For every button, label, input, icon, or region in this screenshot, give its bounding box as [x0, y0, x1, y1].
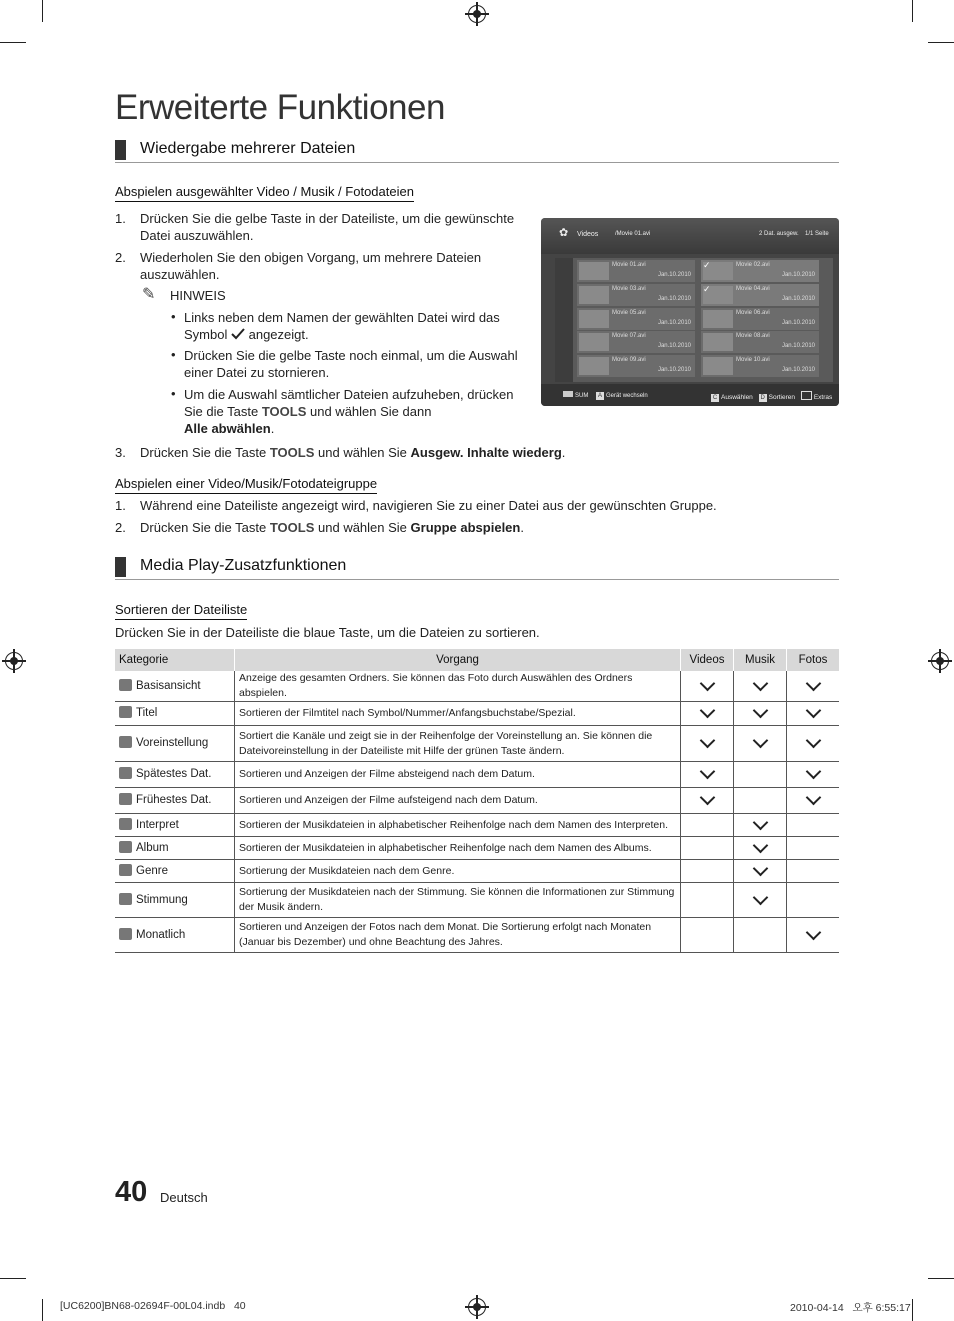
- step-number: 2.: [115, 520, 126, 535]
- step-text-part: und wählen Sie: [318, 520, 407, 535]
- category-cell: [115, 762, 235, 788]
- step-text: Drücken Sie die gelbe Taste in der Dateiliste, um die gewünschte Datei auszuwählen.: [140, 211, 515, 243]
- tv-file-item: [701, 331, 819, 353]
- tv-file-name: Movie 03.avi: [612, 286, 646, 292]
- key-d-badge: D: [760, 395, 765, 401]
- category-label: Voreinstellung: [136, 737, 209, 749]
- operation-cell: Sortieren der Musikdateien in alphabetischer Reihenfolge nach dem Namen des Albums.: [235, 837, 681, 860]
- checkmark-chevron-icon: [699, 790, 715, 806]
- operation-cell: Sortieren und Anzeigen der Filme aufsteigend nach dem Datum.: [235, 788, 681, 814]
- step-text-part: Drücken Sie die Taste: [140, 520, 267, 535]
- tv-file-item: [701, 308, 819, 330]
- punctuation: .: [561, 445, 566, 460]
- video-thumbnail-icon: [703, 333, 733, 351]
- checkmark-chevron-icon: [752, 814, 768, 830]
- tv-header-page: 1/1 Seite: [805, 231, 829, 237]
- punctuation: .: [520, 520, 524, 535]
- column-header-kategorie: Kategorie: [115, 649, 235, 671]
- column-header-vorgang: Vorgang: [235, 649, 681, 671]
- sort-table: [115, 649, 839, 953]
- crop-mark: [0, 42, 26, 43]
- page-title: Erweiterte Funktionen: [115, 88, 445, 127]
- category-label: Frühestes Dat.: [136, 794, 212, 806]
- subsection-title: Abspielen einer Video/Musik/Fotodateigruppe: [115, 476, 377, 494]
- step-number: 2.: [115, 250, 126, 265]
- category-label: Genre: [136, 864, 168, 877]
- page-language: Deutsch: [160, 1190, 208, 1205]
- sort-table-body: [115, 671, 839, 953]
- step-text: Während eine Dateiliste angezeigt wird, navigieren Sie zu einer Datei aus der gewünschten Gruppe.: [140, 498, 717, 513]
- column-header-musik: Musik: [734, 649, 787, 671]
- registration-mark-icon: [931, 652, 949, 670]
- category-label: Titel: [136, 707, 158, 719]
- tv-file-name: Movie 06.avi: [736, 310, 770, 316]
- fotos-support-cell: [787, 860, 840, 883]
- tv-file-date: Jan.10.2010: [781, 343, 815, 349]
- tv-footer-sort: Sortieren: [768, 394, 795, 401]
- operation-cell: Sortiert die Kanäle und zeigt sie in der Reihenfolge der Voreinstellung an. Sie können die Dateivoreinstellung in der Dateiliste mit Hilfe der grünen Taste ändern.: [235, 726, 681, 762]
- videos-support-cell: [681, 814, 734, 837]
- table-row: [115, 860, 839, 883]
- step-text: Wiederholen Sie den obigen Vorgang, um mehrere Dateien auszuwählen.: [140, 250, 482, 282]
- tv-file-name: Movie 10.avi: [736, 357, 770, 363]
- subsection-title: Sortieren der Dateiliste: [115, 602, 247, 620]
- musik-support-cell: [734, 762, 787, 788]
- musik-support-cell: [734, 788, 787, 814]
- tv-footer: [541, 384, 839, 406]
- tv-file-name: Movie 07.avi: [612, 333, 646, 339]
- video-thumbnail-icon: [579, 286, 609, 304]
- page-number: 40: [115, 1176, 148, 1208]
- tv-file-name: Movie 09.avi: [612, 357, 646, 363]
- bullet-item: Drücken Sie die gelbe Taste noch einmal, um die Auswahl einer Datei zu stornieren.: [184, 348, 518, 380]
- category-cell: [115, 671, 235, 702]
- videos-support-cell: [681, 860, 734, 883]
- column-header-videos: Videos: [681, 649, 734, 671]
- table-row: [115, 788, 839, 814]
- video-thumbnail-icon: [579, 262, 609, 280]
- category-cell: [115, 788, 235, 814]
- tv-footer-select: Auswählen: [721, 394, 753, 401]
- category-icon: [119, 679, 132, 691]
- category-label: Basisansicht: [136, 679, 201, 692]
- section-heading-wiedergabe: [115, 138, 839, 163]
- tv-file-item: [701, 284, 819, 306]
- musik-support-cell: [734, 860, 787, 883]
- table-row: [115, 918, 839, 953]
- tv-file-item: [577, 308, 695, 330]
- category-icon: [119, 893, 132, 905]
- operation-cell: Sortieren der Filmtitel nach Symbol/Nummer/Anfangsbuchstabe/Spezial.: [235, 702, 681, 726]
- crop-mark: [928, 42, 954, 43]
- video-thumbnail-icon: [579, 333, 609, 351]
- checkmark-chevron-icon: [805, 790, 821, 806]
- videos-support-cell: [681, 918, 734, 953]
- crop-mark: [0, 1278, 26, 1279]
- sum-icon: [563, 391, 573, 397]
- table-row: [115, 883, 839, 918]
- category-icon: [119, 736, 132, 748]
- fotos-support-cell: [787, 762, 840, 788]
- videos-support-cell: [681, 788, 734, 814]
- checkmark-chevron-icon: [752, 860, 768, 876]
- crop-mark: [42, 1299, 43, 1321]
- tv-file-date: Jan.10.2010: [657, 320, 691, 326]
- tv-footer-left: [563, 391, 648, 400]
- tv-footer-device: Gerät wechseln: [606, 393, 648, 399]
- checkmark-chevron-icon: [752, 733, 768, 749]
- menu-option-label: Ausgew. Inhalte wiederg: [410, 445, 562, 460]
- fotos-support-cell: [787, 883, 840, 918]
- section-title: Wiedergabe mehrerer Dateien: [140, 140, 356, 157]
- table-row: [115, 726, 839, 762]
- category-icon: [119, 841, 132, 853]
- tv-file-item: [577, 284, 695, 306]
- step-text: [140, 519, 840, 536]
- tv-footer-sum: SUM: [575, 393, 589, 399]
- checkmark-chevron-icon: [805, 764, 821, 780]
- crop-mark: [912, 1299, 913, 1321]
- checkmark-chevron-icon: [752, 889, 768, 905]
- tv-file-item: [701, 355, 819, 377]
- table-row: [115, 762, 839, 788]
- checkmark-chevron-icon: [752, 703, 768, 719]
- category-label: Monatlich: [136, 928, 186, 941]
- step-text-part: Drücken Sie die Taste: [140, 445, 267, 460]
- tools-key-label: TOOLS: [261, 404, 307, 419]
- category-icon: [119, 864, 132, 876]
- musik-support-cell: [734, 918, 787, 953]
- section-bar: [115, 557, 126, 577]
- video-thumbnail-icon: [579, 310, 609, 328]
- key-c-badge: C: [712, 395, 718, 401]
- videos-support-cell: [681, 883, 734, 918]
- tv-file-name: Movie 02.avi: [736, 262, 770, 268]
- category-cell: [115, 702, 235, 726]
- videos-support-cell: [681, 702, 734, 726]
- category-cell: [115, 860, 235, 883]
- tv-file-date: Jan.10.2010: [657, 272, 691, 278]
- column-header-fotos: Fotos: [787, 649, 840, 671]
- musik-support-cell: [734, 702, 787, 726]
- tv-file-date: Jan.10.2010: [781, 272, 815, 278]
- checkmark-chevron-icon: [805, 733, 821, 749]
- menu-option-label: Gruppe abspielen: [410, 520, 521, 535]
- musik-support-cell: [734, 814, 787, 837]
- table-row: [115, 702, 839, 726]
- tv-sort-sidebar: [555, 258, 573, 382]
- fotos-support-cell: [787, 788, 840, 814]
- step-text: [140, 444, 740, 461]
- tv-screen-illustration: [541, 218, 839, 406]
- tools-icon: [801, 391, 812, 400]
- note-label: HINWEIS: [170, 288, 226, 303]
- tv-footer-extras: Extras: [813, 394, 833, 401]
- bullet-item: [184, 386, 529, 437]
- tv-file-date: Jan.10.2010: [657, 343, 691, 349]
- footer-timestamp: 2010-04-14 오후 6:55:17: [790, 1302, 911, 1314]
- fotos-support-cell: [787, 726, 840, 762]
- tools-key-label: TOOLS: [269, 520, 315, 535]
- checkmark-chevron-icon: [699, 703, 715, 719]
- checkmark-chevron-icon: [805, 703, 821, 719]
- checkmark-chevron-icon: [699, 675, 715, 691]
- punctuation: .: [270, 421, 275, 436]
- tv-file-name: Movie 05.avi: [612, 310, 646, 316]
- operation-cell: Sortieren und Anzeigen der Filme absteigend nach dem Datum.: [235, 762, 681, 788]
- bullet-marker: •: [171, 347, 176, 362]
- tv-header-path: /Movie 01.avi: [615, 231, 651, 237]
- tools-key-label: TOOLS: [269, 445, 315, 460]
- category-icon: [119, 706, 132, 718]
- tv-file-date: Jan.10.2010: [781, 367, 815, 373]
- video-thumbnail-icon: [579, 357, 609, 375]
- videos-support-cell: [681, 671, 734, 702]
- category-cell: [115, 837, 235, 860]
- step-number: 3.: [115, 445, 126, 460]
- tv-footer-right: [711, 391, 832, 402]
- videos-support-cell: [681, 837, 734, 860]
- tv-file-name: Movie 01.avi: [612, 262, 646, 268]
- section-title: Media Play-Zusatzfunktionen: [140, 557, 347, 574]
- step-number: 1.: [115, 211, 126, 226]
- fotos-support-cell: [787, 837, 840, 860]
- category-label: Album: [136, 841, 169, 854]
- operation-cell: Sortieren und Anzeigen der Fotos nach dem Monat. Die Sortierung erfolgt nach Monaten (Januar bis Dezember) und ohne Beachtung des Jahres.: [235, 918, 681, 953]
- category-cell: [115, 918, 235, 953]
- checkmark-chevron-icon: [699, 764, 715, 780]
- category-cell: [115, 883, 235, 918]
- crop-mark: [42, 0, 43, 22]
- checkmark-chevron-icon: [699, 733, 715, 749]
- tv-file-item: [577, 355, 695, 377]
- musik-support-cell: [734, 883, 787, 918]
- fotos-support-cell: [787, 918, 840, 953]
- menu-option-label: Alle abwählen: [184, 421, 271, 436]
- crop-mark: [912, 0, 913, 22]
- registration-mark-icon: [5, 652, 23, 670]
- category-label: Spätestes Dat.: [136, 768, 212, 780]
- tv-file-date: Jan.10.2010: [781, 296, 815, 302]
- tv-file-date: Jan.10.2010: [781, 320, 815, 326]
- fotos-support-cell: [787, 671, 840, 702]
- table-header-row: [115, 649, 839, 671]
- bullet-marker: •: [171, 386, 176, 401]
- checkmark-chevron-icon: [805, 924, 821, 940]
- operation-cell: Sortieren der Musikdateien in alphabetischer Reihenfolge nach dem Namen des Interpreten.: [235, 814, 681, 837]
- videos-support-cell: [681, 762, 734, 788]
- tv-file-name: Movie 08.avi: [736, 333, 770, 339]
- musik-support-cell: [734, 726, 787, 762]
- footer-file-info: [UC6200]BN68-02694F-00L04.indb 40: [60, 1300, 246, 1312]
- intro-text: Drücken Sie in der Dateiliste die blaue Taste, um die Dateien zu sortieren.: [115, 625, 540, 640]
- tv-file-name: Movie 04.avi: [736, 286, 770, 292]
- key-a-badge: A: [598, 393, 603, 399]
- video-thumbnail-icon: [703, 310, 733, 328]
- musik-support-cell: [734, 837, 787, 860]
- step-text-part: und wählen Sie: [318, 445, 407, 460]
- checkmark-chevron-icon: [752, 837, 768, 853]
- category-icon: [119, 928, 132, 940]
- table-row: [115, 837, 839, 860]
- bullet-text: angezeigt.: [248, 327, 309, 342]
- tv-file-date: Jan.10.2010: [657, 296, 691, 302]
- checkmark-icon: ✓: [703, 284, 711, 294]
- tv-file-date: Jan.10.2010: [657, 367, 691, 373]
- tv-file-item: [577, 260, 695, 282]
- registration-mark-icon: [468, 5, 486, 23]
- checkmark-chevron-icon: [805, 675, 821, 691]
- fotos-support-cell: [787, 814, 840, 837]
- category-icon: [119, 793, 132, 805]
- bullet-text: Links neben dem Namen der gewählten Datei wird das: [184, 310, 500, 325]
- category-icon: [119, 818, 132, 830]
- checkmark-chevron-icon: [752, 675, 768, 691]
- category-label: Stimmung: [136, 893, 188, 906]
- musik-support-cell: [734, 671, 787, 702]
- operation-cell: Sortierung der Musikdateien nach der Stimmung. Sie können die Informationen zur Stimmung der Musik ändern.: [235, 883, 681, 918]
- tv-header-label: Videos: [577, 231, 599, 238]
- category-cell: [115, 726, 235, 762]
- videos-icon: ✿: [559, 227, 569, 239]
- checkmark-icon: ✓: [703, 260, 711, 270]
- fotos-support-cell: [787, 702, 840, 726]
- crop-mark: [928, 1278, 954, 1279]
- section-heading-mediaplay: [115, 555, 839, 580]
- operation-cell: Sortierung der Musikdateien nach dem Genre.: [235, 860, 681, 883]
- bullet-item: [184, 309, 524, 343]
- table-row: [115, 814, 839, 837]
- tv-file-area: [555, 258, 833, 382]
- bullet-text: Um die Auswahl sämtlicher Dateien aufzuheben, drücken Sie die Taste: [184, 387, 514, 419]
- bullet-text: Symbol: [184, 327, 228, 342]
- tv-header: [541, 218, 839, 254]
- tv-file-item: [577, 331, 695, 353]
- step-number: 1.: [115, 498, 126, 513]
- videos-support-cell: [681, 726, 734, 762]
- note-pencil-icon: ✎: [142, 286, 156, 303]
- checkmark-icon: [231, 328, 245, 340]
- table-row: [115, 671, 839, 702]
- subsection-title: Abspielen ausgewählter Video / Musik / Fotodateien: [115, 184, 414, 202]
- section-bar: [115, 140, 126, 160]
- category-icon: [119, 767, 132, 779]
- tv-header-selected: 2 Dat. ausgew.: [759, 231, 799, 237]
- registration-mark-icon: [468, 1298, 486, 1316]
- tv-file-item: [701, 260, 819, 282]
- video-thumbnail-icon: [703, 357, 733, 375]
- category-label: Interpret: [136, 818, 179, 831]
- operation-cell: Anzeige des gesamten Ordners. Sie können das Foto durch Auswählen des Ordners abspielen.: [235, 671, 681, 702]
- category-cell: [115, 814, 235, 837]
- bullet-text: und wählen Sie dann: [310, 404, 432, 419]
- bullet-marker: •: [171, 309, 176, 324]
